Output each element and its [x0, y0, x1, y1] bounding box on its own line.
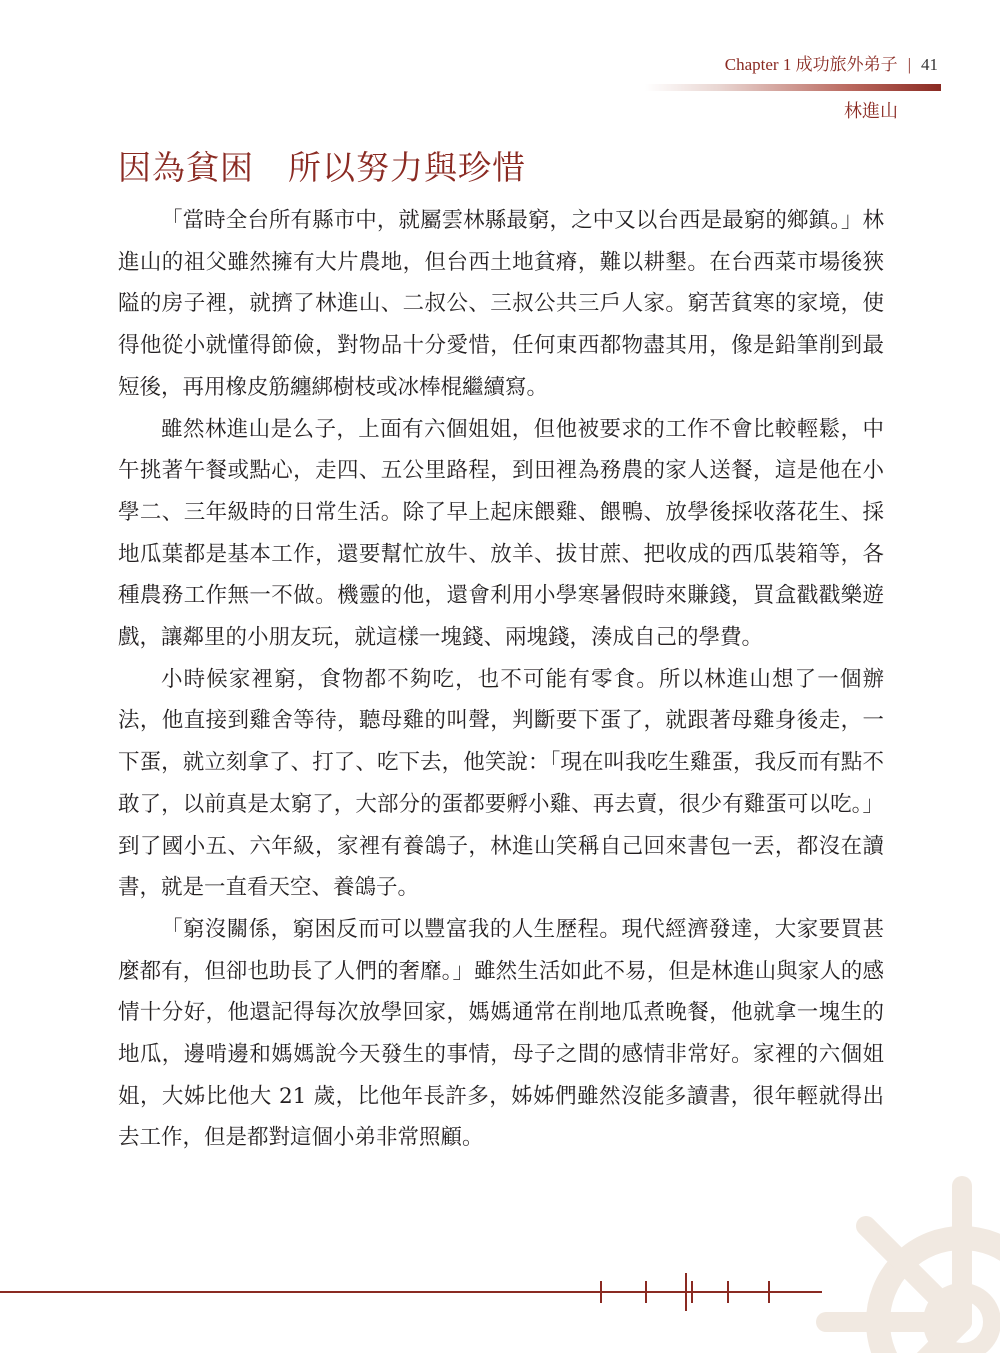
footer-tick — [768, 1281, 770, 1303]
body-text — [118, 200, 884, 1159]
chapter-label: Chapter 1 成功旅外弟子 — [724, 55, 898, 74]
running-header — [725, 50, 938, 75]
footer-rule — [0, 1291, 822, 1293]
header-separator: | — [907, 55, 911, 74]
page-number: 41 — [921, 55, 938, 74]
paragraph: 小時候家裡窮，食物都不夠吃，也不可能有零食。所以林進山想了一個辦法，他直接到雞舍等待，聽母雞的叫聲，判斷要下蛋了，就跟著母雞身後走，一下蛋，就立刻拿了、打了、吃下去，他笑說：「現在叫我吃生雞蛋，我反而有點不敢了，以前真是太窮了，大部分的蛋都要孵小雞、再去賣，很少有雞蛋可以吃。」到了國小五、六年級，家裡有養鴿子，林進山笑稱自己回來書包一丟，都沒在讀書，就是一直看天空、養鴿子。 — [118, 666, 884, 901]
section-title: 因為貧困 所以努力與珍惜 — [118, 148, 526, 187]
footer-tick — [645, 1281, 647, 1303]
paragraph: 「窮沒關係，窮困反而可以豐富我的人生歷程。現代經濟發達，大家要買甚麼都有，但卻也助長了人們的奢靡。」雖然生活如此不易，但是林進山與家人的感情十分好，他還記得每次放學回家，媽媽通常在削地瓜煮晚餐，他就拿一塊生的地瓜，邊啃邊和媽媽說今天發生的事情，母子之間的感情非常好。家裡的六個姐姐，大姊比他大 21 歲，比他年長許多，姊姊們雖然沒能多讀書，很年輕就得出去工作，但是都對這個小弟非常照顧。 — [118, 916, 884, 1151]
header-gradient-rule — [645, 84, 941, 91]
footer-tick — [691, 1281, 693, 1303]
paragraph: 「當時全台所有縣市中，就屬雲林縣最窮，之中又以台西是最窮的鄉鎮。」林進山的祖父雖然擁有大片農地，但台西土地貧瘠，難以耕墾。在台西菜市場後狹隘的房子裡，就擠了林進山、二叔公、三叔公共三戶人家。窮苦貧寒的家境，使得他從小就懂得節儉，對物品十分愛惜，任何東西都物盡其用，像是鉛筆削到最短後，再用橡皮筋纏綁樹枝或冰棒棍繼續寫。 — [118, 208, 884, 400]
footer-tick — [685, 1273, 687, 1311]
footer-tick — [600, 1281, 602, 1303]
ship-wheel-icon — [812, 1172, 1000, 1353]
header-person-name: 林進山 — [844, 101, 898, 122]
paragraph: 雖然林進山是么子，上面有六個姐姐，但他被要求的工作不會比較輕鬆，中午挑著午餐或點心，走四、五公里路程，到田裡為務農的家人送餐，這是他在小學二、三年級時的日常生活。除了早上起床餵雞、餵鴨、放學後採收落花生、採地瓜葉都是基本工作，還要幫忙放牛、放羊、拔甘蔗、把收成的西瓜裝箱等，各種農務工作無一不做。機靈的他，還會利用小學寒暑假時來賺錢，買盒戳戳樂遊戲，讓鄰里的小朋友玩，就這樣一塊錢、兩塊錢，湊成自己的學費。 — [118, 416, 884, 651]
footer-tick — [727, 1281, 729, 1303]
